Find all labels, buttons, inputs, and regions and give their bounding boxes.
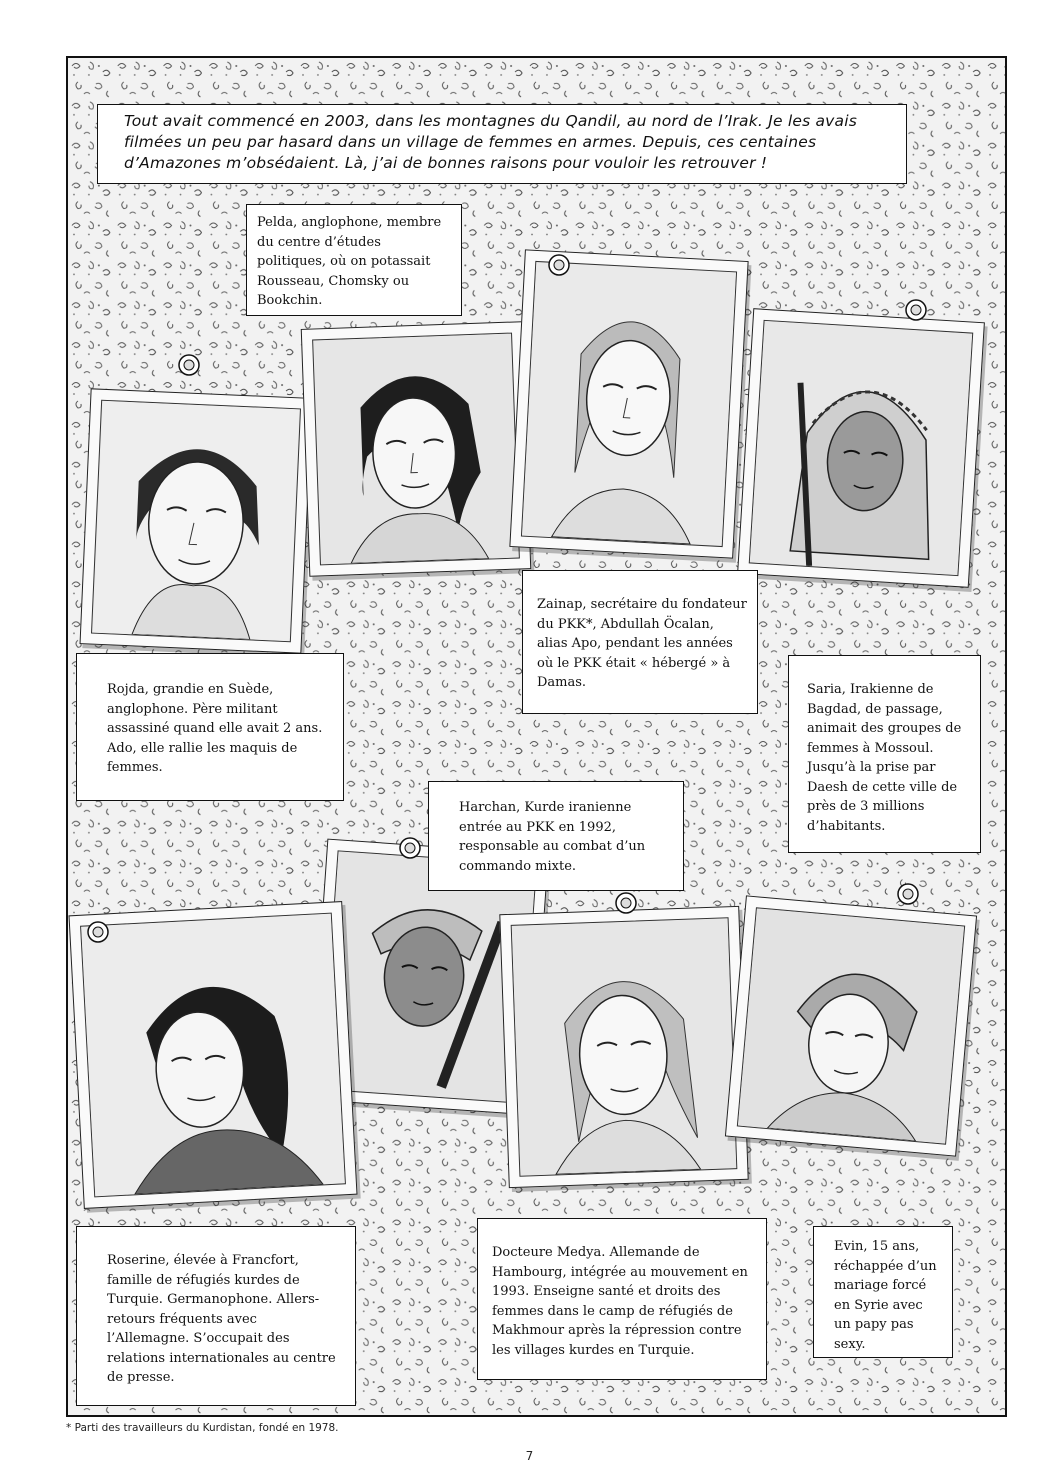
caption-saria: Saria, Irakienne de Bagdad, de passage, animait des groupes de femmes à Mossoul. Jusqu’à la prise par Daesh de cette ville de près de 3 millions d’habitants. (788, 655, 981, 853)
pushpin-icon (397, 836, 423, 862)
photo-saria (737, 308, 985, 588)
page-number: 7 (525, 1449, 534, 1463)
photo-medya (499, 906, 748, 1188)
pushpin-icon (546, 253, 572, 279)
caption-harchan: Harchan, Kurde iranienne entrée au PKK en 1992, responsable au combat d’un commando mixte. (428, 781, 684, 891)
pushpin-icon (895, 882, 921, 908)
portrait-medya (512, 918, 737, 1175)
photo-evin (725, 895, 977, 1156)
caption-evin: Evin, 15 ans, réchappée d’un mariage forcé en Syrie avec un papy pas sexy. (813, 1226, 953, 1358)
portrait-saria (750, 321, 972, 575)
photo-zainap (509, 249, 748, 558)
pushpin-icon (176, 353, 202, 379)
pushpin-icon (85, 920, 111, 946)
caption-pelda: Pelda, anglophone, membre du centre d’études politiques, où on potassait Rousseau, Chomsky ou Bookchin. (246, 204, 462, 316)
photo-roserine (68, 901, 357, 1209)
portrait-zainap (522, 262, 736, 546)
caption-zainap: Zainap, secrétaire du fondateur du PKK*, Abdullah Öcalan, alias Apo, pendant les années où le PKK était « hébergé » à Damas. (522, 570, 758, 714)
narration-box: Tout avait commencé en 2003, dans les montagnes du Qandil, au nord de l’Irak. Je les avais filmées un peu par hasard dans un village de femmes en armes. Depuis, ces centaines d’Amazones m’obsédaient. Là, j’ai de bonnes raisons pour vouloir les retrouver ! (97, 104, 907, 184)
portrait-pelda (313, 334, 519, 565)
footnote: * Parti des travailleurs du Kurdistan, fondé en 1978. (66, 1422, 339, 1434)
caption-rojda: Rojda, grandie en Suède, anglophone. Père militant assassiné quand elle avait 2 ans. Ado, elle rallie les maquis de femmes. (76, 653, 344, 801)
caption-roserine: Roserine, élevée à Francfort, famille de réfugiés kurdes de Turquie. Germanophone. Allers-retours fréquents avec l’Allemagne. S’occupait des relations internationales au centre de presse. (76, 1226, 356, 1406)
photo-pelda (301, 321, 532, 577)
portrait-rojda (92, 401, 300, 641)
pushpin-icon (613, 891, 639, 917)
caption-medya: Docteure Medya. Allemande de Hambourg, intégrée au mouvement en 1993. Enseigne santé et droits des femmes dans le camp de réfugiés de Makhmour après la répression contre les villages kurdes en Turquie. (477, 1218, 767, 1380)
portrait-roserine (81, 914, 345, 1197)
portrait-evin (738, 908, 964, 1143)
photo-rojda (80, 388, 313, 653)
pushpin-icon (903, 298, 929, 324)
